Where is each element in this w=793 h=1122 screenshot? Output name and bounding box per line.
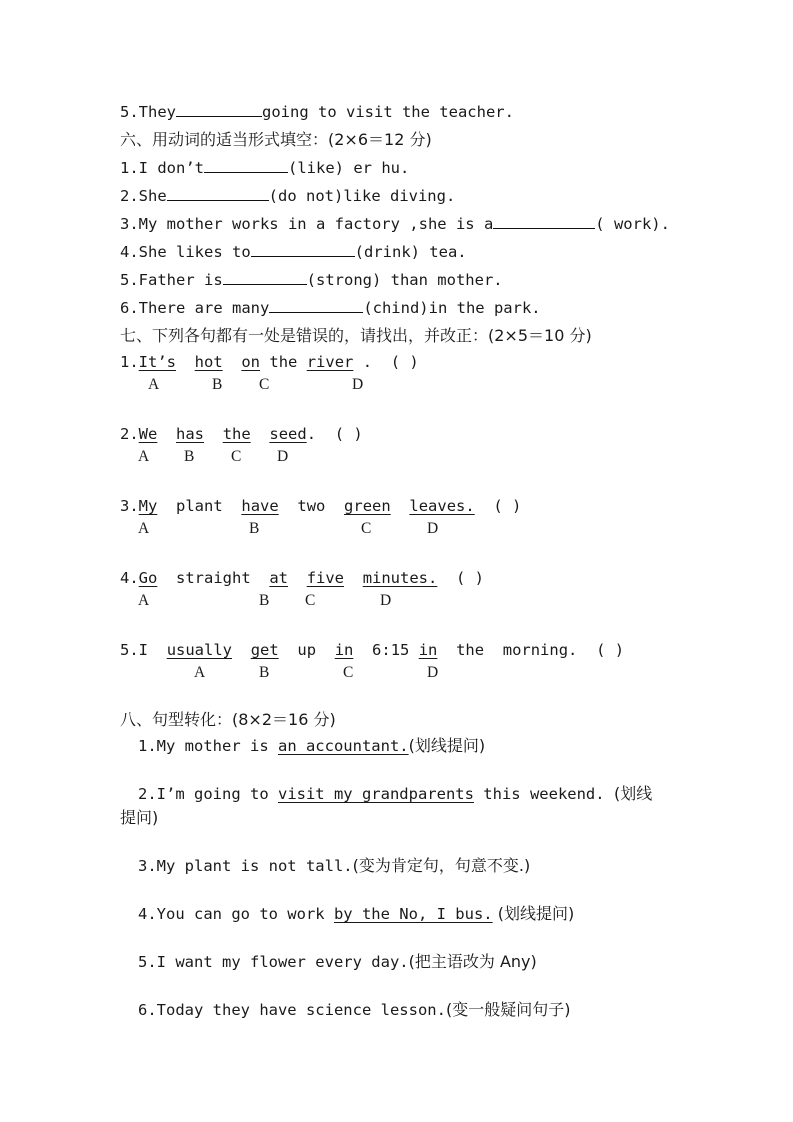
sec7-question-4 bbox=[120, 568, 484, 588]
sec8-item-6 bbox=[138, 1000, 570, 1020]
item-instruction: (划线提问) bbox=[408, 736, 486, 755]
item-post: (like) er hu. bbox=[288, 159, 410, 177]
option-word-a: It’s bbox=[138, 353, 176, 371]
question-number: 4. bbox=[120, 569, 139, 587]
item-instruction: (划线提问) bbox=[492, 904, 575, 923]
item-text: 3.My plant is not tall. bbox=[138, 857, 353, 875]
answer-blank[interactable] bbox=[167, 186, 269, 201]
word: . bbox=[306, 425, 317, 443]
word: the bbox=[269, 353, 298, 371]
letter-d: D bbox=[427, 664, 439, 681]
option-word-d: river bbox=[306, 353, 354, 371]
sec8-heading: 八、句型转化：(8×2＝16 分) bbox=[120, 710, 336, 729]
item-instruction: (划线 bbox=[613, 784, 653, 803]
letter-c: C bbox=[361, 520, 372, 537]
letter-c: C bbox=[343, 664, 354, 681]
option-word-b: has bbox=[176, 425, 205, 443]
letter-d: D bbox=[352, 376, 364, 393]
item-post: (do not)like diving. bbox=[268, 187, 456, 205]
letter-a: A bbox=[138, 520, 150, 537]
letter-a: A bbox=[194, 664, 206, 681]
question-number: 3. bbox=[120, 497, 139, 515]
letter-b: B bbox=[259, 592, 270, 609]
item-text: 4.You can go to work bbox=[138, 905, 334, 923]
item-text: 6.Today they have science lesson. bbox=[138, 1001, 446, 1019]
item-post: (chind)in the park. bbox=[363, 299, 541, 317]
word: . bbox=[362, 353, 373, 371]
option-word-b: at bbox=[269, 569, 289, 587]
item-instruction: (变一般疑问句子) bbox=[445, 1000, 571, 1019]
option-word-d: seed bbox=[269, 425, 307, 443]
word: two bbox=[297, 497, 326, 515]
word: 6:15 bbox=[372, 641, 410, 659]
answer-bracket[interactable]: ( ) bbox=[390, 353, 419, 371]
option-word-d: minutes. bbox=[362, 569, 438, 587]
sec7-heading: 七、下列各句都有一处是错误的，请找出，并改正：(2×5＝10 分) bbox=[120, 326, 592, 345]
sec6-item-4 bbox=[120, 242, 467, 262]
underlined-phrase: an accountant. bbox=[277, 737, 409, 755]
sec8-item-2-wrap: 提问) bbox=[120, 808, 159, 827]
option-word-d: in bbox=[418, 641, 438, 659]
item-text: 2.I’m going to bbox=[138, 785, 278, 803]
option-word-d: leaves. bbox=[409, 497, 475, 515]
option-word-a: Go bbox=[138, 569, 158, 587]
question-number: 2. bbox=[120, 425, 139, 443]
option-word-c: in bbox=[334, 641, 354, 659]
item-pre: 2.She bbox=[120, 187, 167, 205]
item-text: 1.My mother is bbox=[138, 737, 278, 755]
sec7-question-2 bbox=[120, 424, 363, 444]
item-post: ( work). bbox=[595, 215, 670, 233]
letter-c: C bbox=[259, 376, 270, 393]
item-pre: 4.She likes to bbox=[120, 243, 251, 261]
sec6-item-6 bbox=[120, 298, 541, 318]
letter-a: A bbox=[138, 592, 150, 609]
option-word-c: green bbox=[344, 497, 391, 515]
word: morning. bbox=[502, 641, 578, 659]
option-word-c: the bbox=[222, 425, 251, 443]
word: the bbox=[456, 641, 485, 659]
answer-blank[interactable] bbox=[204, 158, 288, 173]
answer-bracket[interactable]: ( ) bbox=[334, 425, 363, 443]
option-word-c: on bbox=[241, 353, 261, 371]
letter-d: D bbox=[380, 592, 392, 609]
word: plant bbox=[176, 497, 223, 515]
item-text: 5.I want my flower every day. bbox=[138, 953, 409, 971]
item-pre: 5.Father is bbox=[120, 271, 223, 289]
letter-c: C bbox=[231, 448, 242, 465]
answer-blank[interactable] bbox=[223, 270, 307, 285]
letter-a: A bbox=[148, 376, 160, 393]
letter-b: B bbox=[212, 376, 223, 393]
item-post: (drink) tea. bbox=[354, 243, 467, 261]
answer-bracket[interactable]: ( ) bbox=[456, 569, 485, 587]
letter-a: A bbox=[138, 448, 150, 465]
underlined-phrase: visit my grandparents bbox=[277, 785, 474, 803]
option-word-b: get bbox=[250, 641, 279, 659]
sec6-heading: 六、用动词的适当形式填空：(2×6＝12 分) bbox=[120, 130, 432, 149]
sec7-question-3 bbox=[120, 496, 521, 516]
answer-bracket[interactable]: ( ) bbox=[596, 641, 625, 659]
sec5-item-5-post: going to visit the teacher. bbox=[262, 103, 514, 121]
word: I bbox=[138, 641, 149, 659]
item-post: (strong) than mother. bbox=[306, 271, 503, 289]
sec6-item-3 bbox=[120, 214, 670, 234]
answer-blank[interactable] bbox=[176, 102, 262, 117]
letter-c: C bbox=[305, 592, 316, 609]
letter-b: B bbox=[184, 448, 195, 465]
underlined-phrase: by the No, I bus. bbox=[333, 905, 493, 923]
letter-b: B bbox=[249, 520, 260, 537]
word: up bbox=[297, 641, 317, 659]
option-word-a: My bbox=[138, 497, 158, 515]
letter-d: D bbox=[277, 448, 289, 465]
sec8-item-2 bbox=[138, 784, 652, 804]
option-word-a: We bbox=[138, 425, 158, 443]
letter-d: D bbox=[427, 520, 439, 537]
answer-blank[interactable] bbox=[269, 298, 363, 313]
item-instruction: (把主语改为 Any) bbox=[408, 952, 537, 971]
word: straight bbox=[176, 569, 251, 587]
item-pre: 6.There are many bbox=[120, 299, 270, 317]
sec8-item-1 bbox=[138, 736, 485, 756]
item-instruction: (变为肯定句，句意不变.) bbox=[352, 856, 531, 875]
sec6-item-2 bbox=[120, 186, 455, 206]
answer-blank[interactable] bbox=[493, 214, 595, 229]
option-word-a: usually bbox=[166, 641, 233, 659]
answer-blank[interactable] bbox=[251, 242, 355, 257]
sec8-item-4 bbox=[138, 904, 574, 924]
item-pre: 1.I don’t bbox=[120, 159, 204, 177]
item-pre: 3.My mother works in a factory ,she is a bbox=[120, 215, 494, 233]
sec8-item-5 bbox=[138, 952, 537, 972]
answer-bracket[interactable]: ( ) bbox=[493, 497, 522, 515]
option-word-c: five bbox=[306, 569, 345, 587]
option-word-b: have bbox=[241, 497, 279, 515]
option-word-b: hot bbox=[194, 353, 223, 371]
sec5-item-5-pre: 5.They bbox=[120, 103, 176, 121]
sec6-item-1 bbox=[120, 158, 409, 178]
sec8-item-3 bbox=[138, 856, 530, 876]
question-number: 5. bbox=[120, 641, 139, 659]
sec6-item-5 bbox=[120, 270, 503, 290]
sec5-item-5 bbox=[120, 102, 514, 122]
sec7-question-5 bbox=[120, 640, 624, 660]
sec7-question-1 bbox=[120, 352, 419, 372]
question-number: 1. bbox=[120, 353, 139, 371]
letter-b: B bbox=[259, 664, 270, 681]
item-text: this weekend. bbox=[473, 785, 605, 803]
